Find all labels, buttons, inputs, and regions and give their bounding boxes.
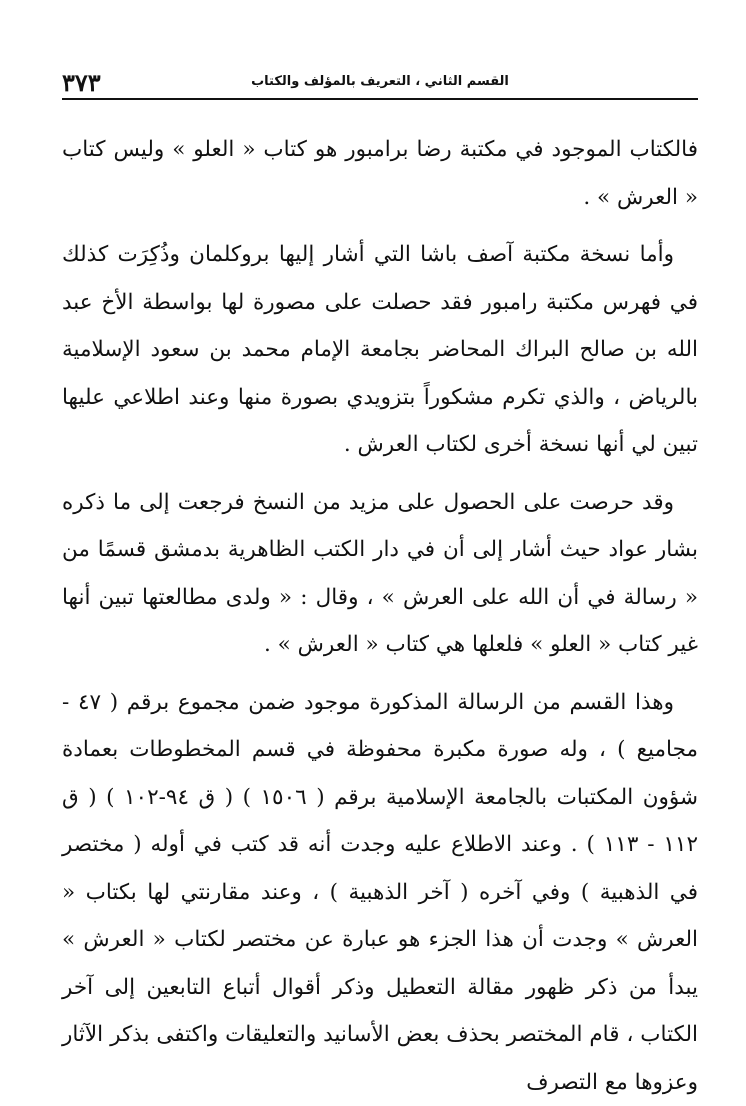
- body-text: [62, 126, 698, 1106]
- header-title: القسم الثاني ، التعريف بالمؤلف والكتاب: [62, 74, 698, 89]
- paragraph-2: وأما نسخة مكتبة آصف باشا التي أشار إليها بروكلمان وذُكِرَت كذلك في فهرس مكتبة رامبور فقد حصلت على مصورة لها بواسطة الأخ عبد الله بن صالح البراك المحاضر بجامعة الإمام محمد بن سعود الإسلامية بالرياض ، والذي تكرم مشكوراً بتزويدي بصورة منها وعند اطلاعي عليها تبين لي أنها نسخة أخرى لكتاب العرش .: [62, 231, 698, 469]
- paragraph-3: وقد حرصت على الحصول على مزيد من النسخ فرجعت إلى ما ذكره بشار عواد حيث أشار إلى أن في دار الكتب الظاهرية بدمشق قسمًا من « رسالة في أن الله على العرش » ، وقال : « ولدى مطالعتها تبين أنها غير كتاب « العلو » فلعلها هي كتاب « العرش » .: [62, 479, 698, 669]
- paragraph-1: فالكتاب الموجود في مكتبة رضا برامبور هو كتاب « العلو » وليس كتاب « العرش » .: [62, 126, 698, 221]
- book-page: [62, 66, 698, 1106]
- page-number: ٣٧٣: [62, 68, 101, 97]
- paragraph-4: وهذا القسم من الرسالة المذكورة موجود ضمن مجموع برقم ( ٤٧ - مجاميع ) ، وله صورة مكبرة محفوظة في قسم المخطوطات بعمادة شؤون المكتبات بالجامعة الإسلامية برقم ( ١٥٠٦ ) ( ق ٩٤-١٠٢ ) ( ق ١١٢ - ١١٣ ) . وعند الاطلاع عليه وجدت أنه قد كتب في أوله ( مختصر في الذهبية ) وفي آخره ( آخر الذهبية ) ، وعند مقارنتي لها بكتاب « العرش » وجدت أن هذا الجزء هو عبارة عن مختصر لكتاب « العرش » يبدأ من ذكر ظهور مقالة التعطيل وذكر أقوال أتباع التابعين إلى آخر الكتاب ، قام المختصر بحذف بعض الأسانيد والتعليقات واكتفى بذكر الآثار وعزوها مع التصرف: [62, 679, 698, 1106]
- running-header: [62, 66, 698, 100]
